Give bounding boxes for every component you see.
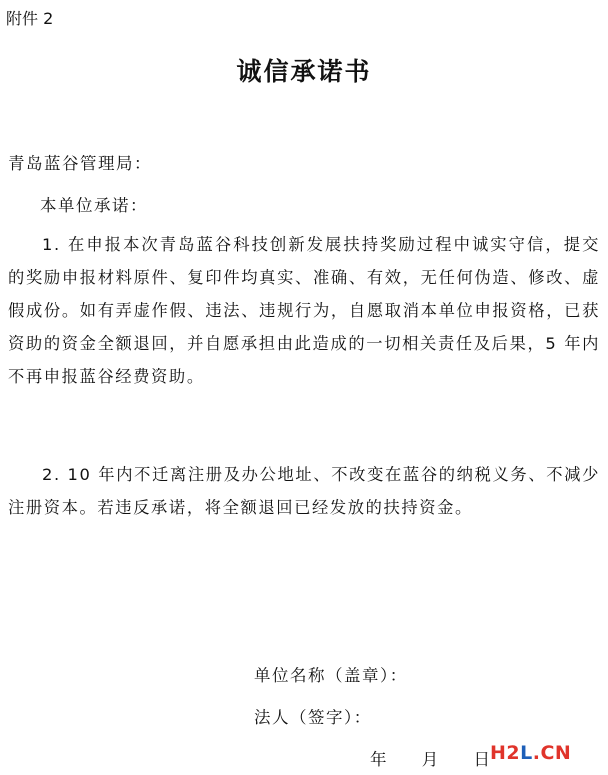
legal-rep-signature-line: 法人（签字）： xyxy=(254,708,372,727)
commitment-lead: 本单位承诺： xyxy=(40,196,148,215)
date-day-label: 日 xyxy=(473,750,490,769)
watermark-h: H xyxy=(490,742,507,764)
commitment-paragraph-1: 1. 在申报本次青岛蓝谷科技创新发展扶持奖励过程中诚实守信，提交的奖励申报材料原件、复印件均真实、准确、有效，无任何伪造、修改、虚假成份。如有弄虚作假、违法、违规行为，自愿取消本单位申报资格，已获资助的资金全额退回，并自愿承担由此造成的一切相关责任及后果，5 年内不再申报蓝谷经费资助。 xyxy=(8,235,600,386)
date-month-label: 月 xyxy=(421,750,439,769)
watermark-2: 2 xyxy=(506,742,521,764)
date-line xyxy=(370,746,490,770)
unit-name-seal-line: 单位名称（盖章）： xyxy=(254,666,408,685)
watermark-cn: .CN xyxy=(532,742,572,764)
salutation: 青岛蓝谷管理局： xyxy=(8,154,152,173)
watermark-l: L xyxy=(520,742,533,764)
attachment-label: 附件 2 xyxy=(6,9,54,28)
date-year-label: 年 xyxy=(370,750,387,769)
commitment-paragraph-2: 2. 10 年内不迁离注册及办公地址、不改变在蓝谷的纳税义务、不减少注册资本。若违反承诺，将全额退回已经发放的扶持资金。 xyxy=(8,465,600,517)
site-watermark-logo xyxy=(490,742,571,764)
document-title: 诚信承诺书 xyxy=(236,57,372,86)
